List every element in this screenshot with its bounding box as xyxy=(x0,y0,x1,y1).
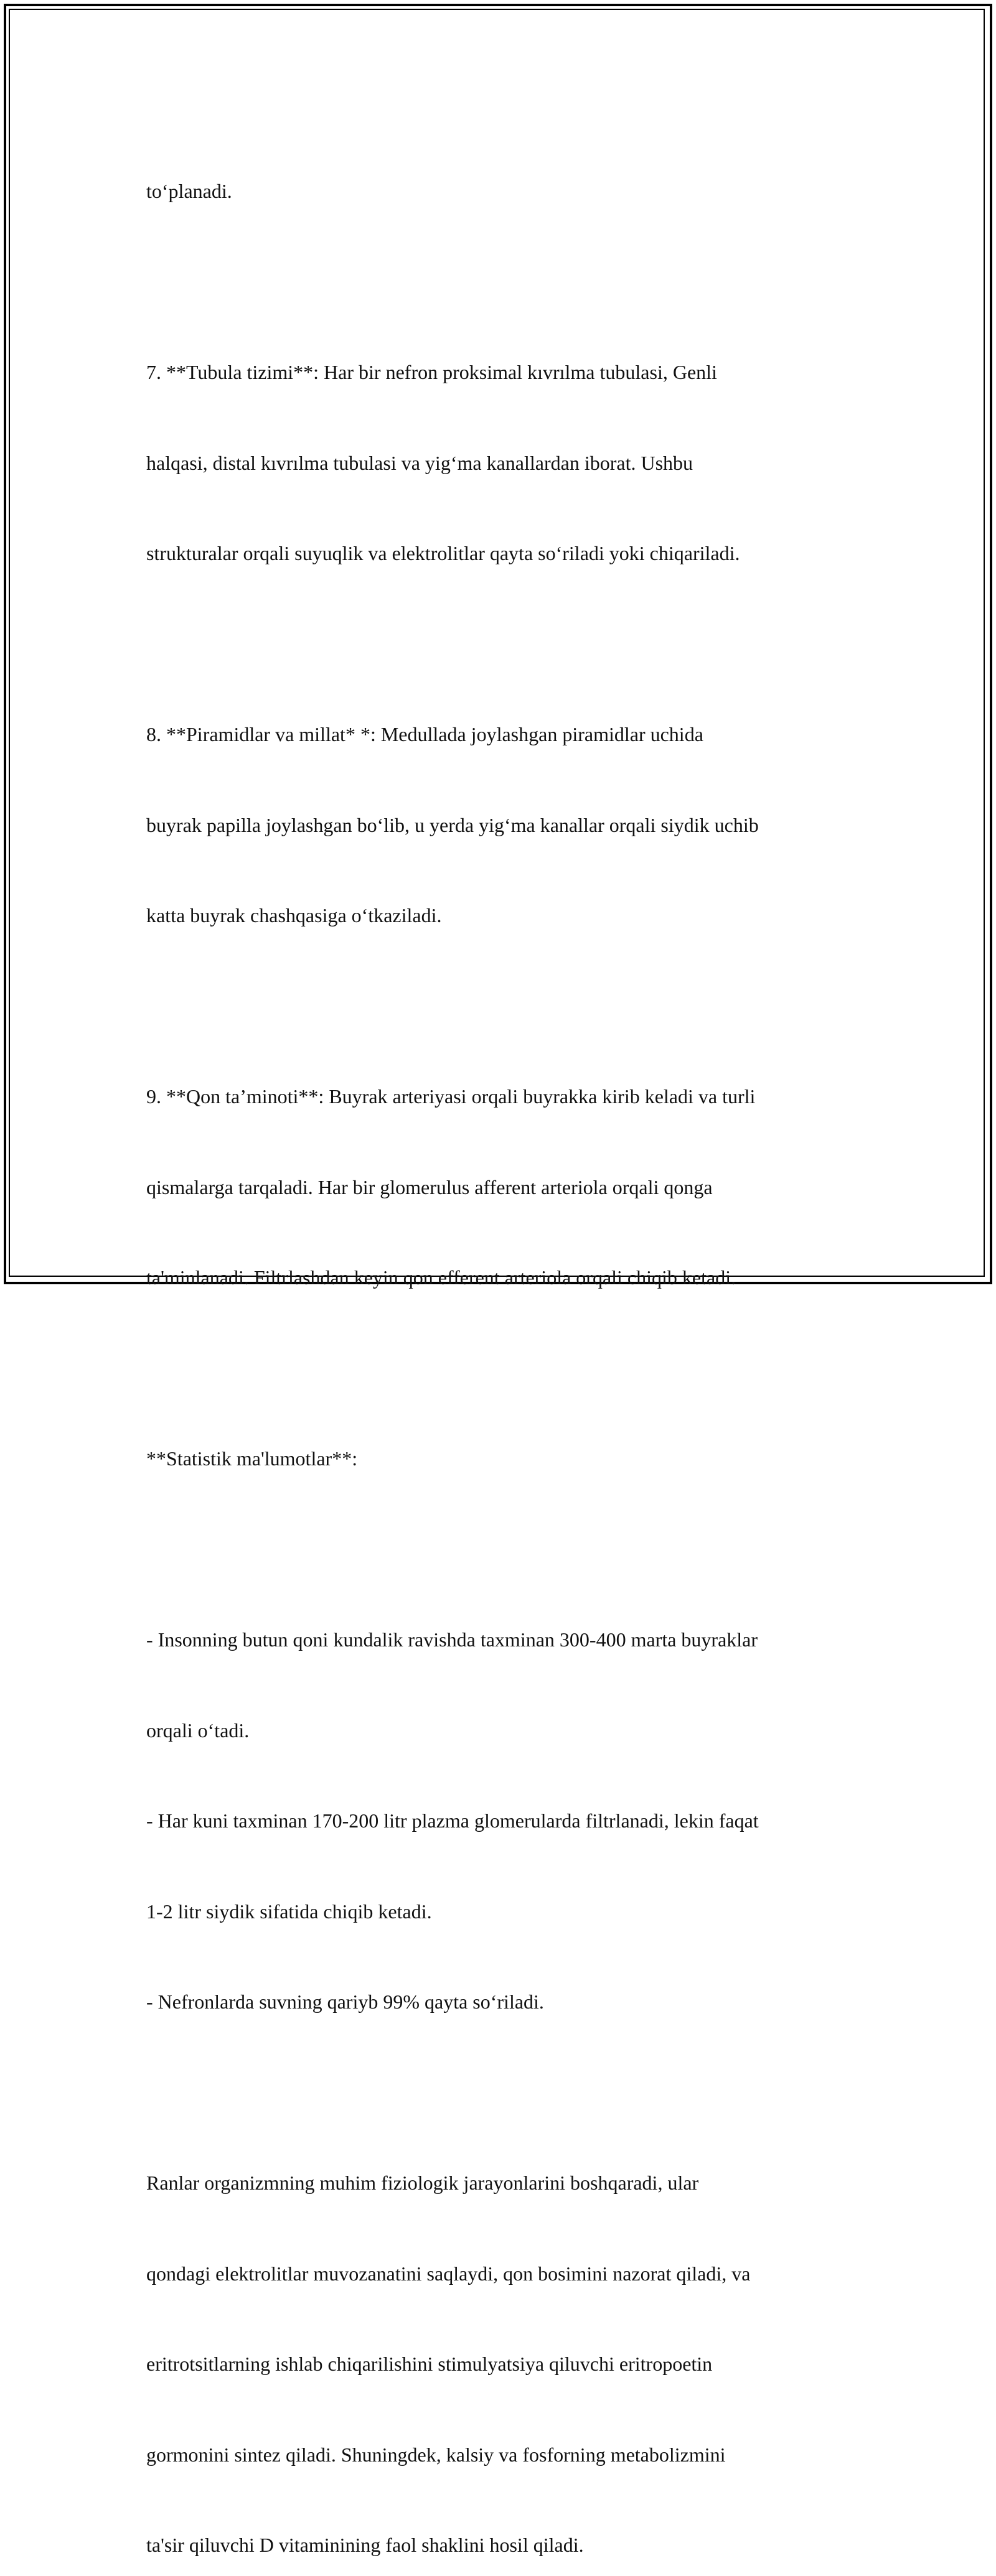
stats-line-1: - Insonning butun qoni kundalik ravishda taxminan 300-400 marta buyraklar xyxy=(146,1628,758,1651)
section-7-line-1: 7. **Tubula tizimi**: Har bir nefron proksimal kıvrılma tubulasi, Genli xyxy=(146,361,717,383)
conclusion-line-3: eritrotsitlarning ishlab chiqarilishini stimulyatsiya qiluvchi eritropoetin xyxy=(146,2353,713,2375)
conclusion-line-5: ta'sir qiluvchi D vitaminining faol shaklini hosil qiladi. xyxy=(146,2534,584,2556)
stats-line-3: - Har kuni taxminan 170-200 litr plazma glomerularda filtrlanadi, lekin faqat xyxy=(146,1809,759,1832)
continuation-text xyxy=(146,116,862,267)
section-9-line-3: ta'minlanadi. Filtrlashdan keyin qon efferent arteriola orqali chiqib ketadi. xyxy=(146,1266,736,1289)
section-9-line-1: 9. **Qon ta’minoti**: Buyrak arteriyasi orqali buyrakka kirib keladi va turli xyxy=(146,1085,756,1108)
stats-line-4: 1-2 litr siydik sifatida chiqib ketadi. xyxy=(146,1900,432,1923)
continuation-line: to‘planadi. xyxy=(146,180,232,202)
document-body xyxy=(146,116,862,2576)
conclusion-line-2: qondagi elektrolitlar muvozanatini saqlaydi, qon bosimini nazorat qiladi, va xyxy=(146,2262,751,2285)
section-7-line-3: strukturalar orqali suyuqlik va elektrolitlar qayta so‘riladi yoki chiqariladi. xyxy=(146,542,740,564)
stats-line-5: - Nefronlarda suvning qariyb 99% qayta so‘riladi. xyxy=(146,1990,544,2013)
section-8-line-1: 8. **Piramidlar va millat* *: Medullada joylashgan piramidlar uchida xyxy=(146,723,703,745)
section-7-line-2: halqasi, distal kıvrılma tubulasi va yig‘ma kanallardan iborat. Ushbu xyxy=(146,451,693,474)
stats-heading xyxy=(146,1383,862,1534)
stats-heading-text: **Statistik ma'lumotlar**: xyxy=(146,1447,358,1470)
section-8-piramidlar xyxy=(146,659,862,991)
stats-list xyxy=(146,1564,862,2078)
section-7-tubula-tizimi xyxy=(146,297,862,629)
conclusion-paragraph xyxy=(146,2107,862,2576)
conclusion-line-4: gormonini sintez qiladi. Shuningdek, kalsiy va fosforning metabolizmini xyxy=(146,2443,726,2466)
conclusion-line-1: Ranlar organizmning muhim fiziologik jarayonlarini boshqaradi, ular xyxy=(146,2172,699,2194)
section-9-qon-taminoti xyxy=(146,1021,862,1353)
stats-line-2: orqali o‘tadi. xyxy=(146,1719,250,1742)
section-8-line-3: katta buyrak chashqasiga o‘tkaziladi. xyxy=(146,904,442,926)
section-8-line-2: buyrak papilla joylashgan bo‘lib, u yerda yig‘ma kanallar orqali siydik uchib xyxy=(146,813,759,836)
section-9-line-2: qismalarga tarqaladi. Har bir glomerulus afferent arteriola orqali qonga xyxy=(146,1175,713,1198)
